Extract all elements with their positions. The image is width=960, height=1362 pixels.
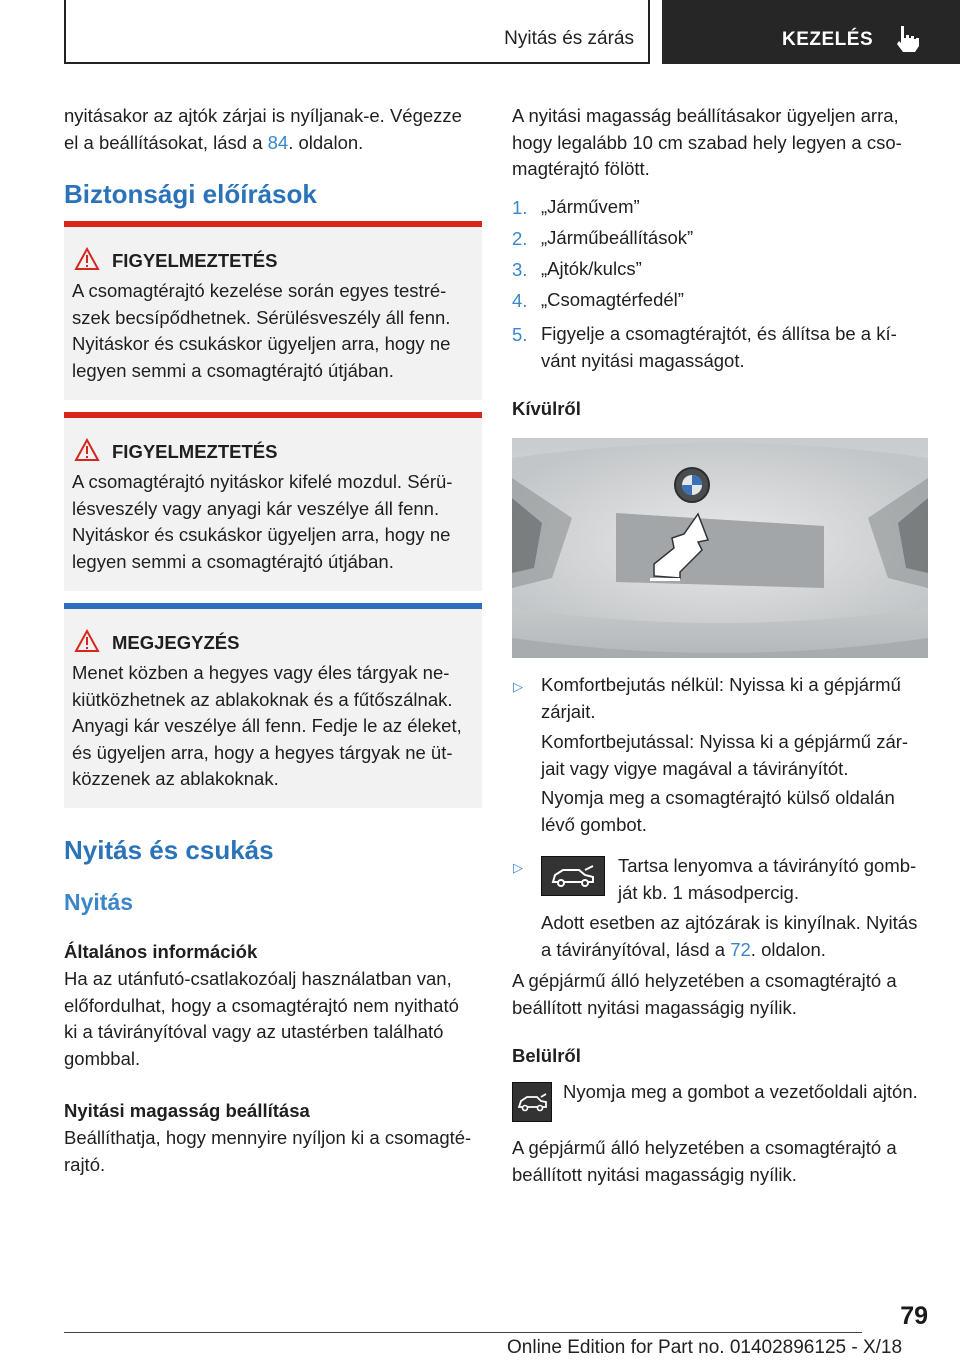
text-line: rajtó.: [64, 1153, 106, 1175]
heading-safety: Biztonsági előírások: [64, 179, 317, 209]
bullet-1-para-3: [541, 785, 895, 838]
text-line: előfordulhat, hogy a csomagtérajtó nem nyitható: [64, 994, 459, 1016]
text-line: A nyitási magasság beállításakor ügyeljen arra,: [512, 105, 899, 126]
text-line: A gépjármű álló helyzetében a csomagtérajtó a: [512, 970, 897, 991]
warning-title: FIGYELMEZTETÉS: [112, 250, 278, 271]
text-line: Komfortbejutással: Nyissa ki a gépjármű zár-: [541, 731, 909, 752]
text-line: zárjait.: [541, 700, 596, 722]
note-line: Menet közben a hegyes vagy éles tárgyak ne-: [72, 662, 450, 683]
heading-open-close: Nyitás és csukás: [64, 835, 274, 865]
warning-title: FIGYELMEZTETÉS: [112, 441, 278, 462]
text-line: magtérajtó fölött.: [512, 158, 650, 179]
height-text: [64, 1125, 471, 1178]
text-line: beállított nyitási magasságig nyílik.: [512, 1163, 797, 1185]
text-line: jait vagy vigye magával a távirányítót.: [541, 757, 849, 779]
step-text: „Csomagtérfedél”: [541, 289, 684, 310]
subheading-outside: Kívülről: [512, 398, 581, 419]
intro-line-1: nyitásakor az ajtók zárjai is nyíljanak-e. Végezze: [64, 105, 462, 126]
warning-line: Nyitáskor és csukáskor ügyeljen arra, hogy ne: [72, 524, 451, 545]
warning-line: A csomagtérajtó nyitáskor kifelé mozdul. Sérü-: [72, 471, 453, 492]
subheading-height: Nyitási magasság beállítása: [64, 1100, 310, 1121]
note-body: [72, 660, 476, 793]
note-title: MEGJEGYZÉS: [112, 632, 240, 653]
door-trunk-button-icon: [512, 1082, 552, 1122]
note-box: [64, 603, 482, 808]
bullet-2-para-2: [541, 910, 917, 963]
text-part: a távirányítóval, lásd a: [541, 938, 731, 960]
text-line: vánt nyitási magasságot.: [541, 349, 745, 371]
warning-line: legyen semmi a csomagtérajtó útjában.: [72, 550, 394, 572]
step-text: „Járműbeállítások”: [541, 227, 694, 248]
footer-edition: Online Edition for Part no. 01402896125 - X/18: [507, 1337, 903, 1358]
bullet-2-text: [618, 853, 916, 906]
intro-text-end: . oldalon.: [288, 132, 364, 153]
text-line: lévő gombot.: [541, 813, 647, 835]
warning-body: [72, 469, 476, 575]
warning-bar: [64, 221, 482, 227]
step-text: [541, 321, 897, 374]
trunk-photo: [512, 438, 928, 658]
header-frame: [64, 0, 650, 64]
warning-line: Nyitáskor és csukáskor ügyeljen arra, hogy ne: [72, 333, 451, 354]
text-line: hogy legalább 10 cm szabad hely legyen a cso-: [512, 131, 902, 153]
warning-line: szek becsípődhetnek. Sérülésveszély áll fenn.: [72, 306, 451, 328]
step-text: „Ajtók/kulcs”: [541, 258, 642, 279]
warning-icon: [74, 247, 100, 271]
heading-open: Nyitás: [64, 889, 134, 915]
text-line: ját kb. 1 másodpercig.: [618, 881, 799, 903]
step-number: 1.: [512, 197, 528, 218]
footer-divider: [64, 1332, 862, 1333]
section-title: Nyitás és zárás: [504, 28, 634, 49]
warning-icon: [74, 629, 100, 653]
inside-after-text: [512, 1135, 897, 1188]
warning-line: A csomagtérajtó kezelése során egyes testré-: [72, 280, 447, 301]
warning-box-1: [64, 221, 482, 400]
page-link-84[interactable]: 84: [267, 132, 289, 153]
step-number: 3.: [512, 259, 528, 280]
text-line: gombbal.: [64, 1047, 141, 1069]
warning-box-2: [64, 412, 482, 591]
text-line: Figyelje a csomagtérajtót, és állítsa be a kí-: [541, 323, 897, 344]
step-text: „Járművem”: [541, 196, 640, 217]
text-line: Nyomja meg a csomagtérajtó külső oldalán: [541, 787, 895, 808]
text-line: Beállíthatja, hogy mennyire nyíljon ki a csomagté-: [64, 1127, 472, 1148]
bullet-1-para-2: [541, 729, 908, 782]
note-line: közzenek az ablakoknak.: [72, 768, 279, 789]
inside-text: Nyomja meg a gombot a vezetőoldali ajtón.: [563, 1081, 918, 1102]
step-number: 5.: [512, 324, 528, 345]
warning-icon: [74, 438, 100, 462]
chapter-title: KEZELÉS: [782, 29, 874, 50]
text-line: beállított nyitási magasságig nyílik.: [512, 996, 797, 1018]
after-text: [512, 968, 897, 1021]
page-number: 79: [900, 1302, 928, 1330]
text-line: Komfortbejutás nélkül: Nyissa ki a gépjármű: [541, 674, 901, 695]
step-number: 2.: [512, 228, 528, 249]
text-line: [541, 937, 917, 964]
text-line: Tartsa lenyomva a távirányító gomb-: [618, 855, 917, 876]
subheading-general: Általános információk: [64, 941, 258, 962]
text-line: Ha az utánfutó-csatlakozóalj használatban van,: [64, 968, 452, 989]
general-text: [64, 966, 459, 1072]
note-bar: [64, 603, 482, 609]
warning-line: lésveszély vagy anyagi kár veszélye áll fenn.: [72, 497, 440, 519]
text-line: ki a távirányítóval vagy az utastérben található: [64, 1021, 444, 1042]
intro-line-2: [64, 130, 363, 157]
bullet-marker: ▷: [513, 860, 523, 875]
car-trunk-key-icon: [541, 856, 605, 896]
right-intro: [512, 103, 902, 183]
note-line: kiütközhetnek az ablakoknak és a fűtőszálnak.: [72, 688, 453, 710]
bullet-marker: ▷: [513, 679, 523, 694]
page-link-72[interactable]: 72: [730, 938, 751, 960]
text-line: Adott esetben az ajtózárak is kinyílnak. Nyitás: [541, 912, 918, 933]
subheading-inside: Belülről: [512, 1045, 581, 1066]
text-line: A gépjármű álló helyzetében a csomagtérajtó a: [512, 1137, 897, 1158]
intro-text: el a beállításokat, lásd a: [64, 132, 268, 153]
bullet-1-text: [541, 672, 901, 725]
step-number: 4.: [512, 290, 528, 311]
note-line: Anyagi kár veszélye áll fenn. Fedje le az éleket,: [72, 715, 462, 736]
warning-body: [72, 278, 476, 384]
warning-line: legyen semmi a csomagtérajtó útjában.: [72, 359, 394, 381]
text-part: . oldalon.: [750, 938, 826, 960]
pointing-hand-icon: [892, 24, 922, 54]
note-line: és ügyeljen arra, hogy a hegyes tárgyak ne üt-: [72, 741, 453, 763]
warning-bar: [64, 412, 482, 418]
